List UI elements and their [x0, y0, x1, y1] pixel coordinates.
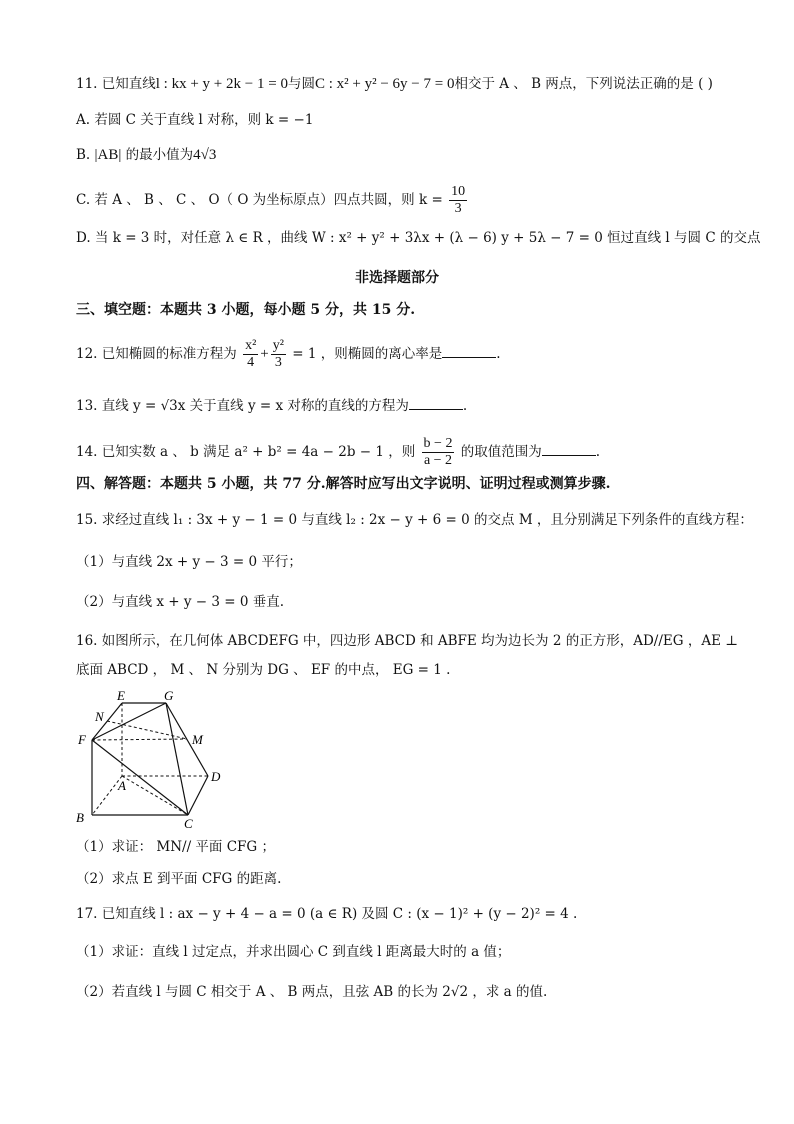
- q12-f2-den: 3: [274, 355, 282, 370]
- q11-stem-suffix: 相交于 A 、 B 两点，下列说法正确的是 ( ): [454, 76, 713, 92]
- q13-end: .: [462, 398, 468, 414]
- q12-fraction-y: [271, 338, 286, 371]
- q11-option-c: [76, 184, 469, 217]
- q12-end: .: [496, 346, 501, 362]
- label-m: M: [192, 732, 203, 747]
- label-f: F: [78, 732, 86, 747]
- q13: [76, 396, 467, 416]
- label-g: G: [164, 688, 174, 703]
- q12: [76, 338, 501, 371]
- q11-stem-prefix: 11. 已知直线: [76, 76, 156, 92]
- q11-line-equation: l : kx + y + 2k − 1 = 0: [155, 76, 288, 92]
- q11-stem: [76, 74, 713, 94]
- part4-heading: 四、解答题：本题共 5 小题，共 77 分.解答时应写出文字说明、证明过程或测算步骤.: [76, 476, 611, 492]
- q14-suffix: 的取值范围为: [460, 444, 542, 460]
- label-b: B: [76, 810, 84, 825]
- q12-suffix: = 1 ，则椭圆的离心率是: [292, 346, 443, 362]
- label-a: A: [118, 778, 126, 793]
- q14-answer-blank[interactable]: [542, 443, 596, 456]
- q14-num: b − 2: [423, 436, 453, 451]
- q16-line1: 16. 如图所示，在几何体 ABCDEFG 中，四边形 ABCD 和 ABFE 均为边长为 2 的正方形，AD//EG ，AE ⊥: [76, 633, 738, 649]
- q11-circle-equation: C : x² + y² − 6y − 7 = 0: [314, 76, 455, 92]
- label-c: C: [184, 816, 193, 830]
- q13-text: 13. 直线 y = √3x 关于直线 y = x 对称的直线的方程为: [76, 398, 409, 414]
- q14: [76, 436, 600, 469]
- q11-option-c-num: 10: [451, 184, 466, 199]
- q15-stem: 15. 求经过直线 l₁ : 3x + y − 1 = 0 与直线 l₂ : 2x − y + 6 = 0 的交点 M ，且分别满足下列条件的直线方程：: [76, 512, 753, 528]
- q11-option-b-text: 的最小值为: [125, 147, 194, 163]
- q11-option-b-prefix: B.: [76, 147, 91, 163]
- q11-option-b: [76, 145, 216, 165]
- q11-option-a: A. 若圆 C 关于直线 l 对称，则 k = −1: [76, 112, 314, 128]
- label-n: N: [95, 709, 104, 724]
- q12-fraction-x: [243, 338, 258, 371]
- q12-prefix: 12. 已知椭圆的标准方程为: [76, 346, 237, 362]
- q16-part1: （1）求证： MN// 平面 CFG ；: [76, 839, 275, 855]
- q12-f2-num: y²: [272, 338, 284, 353]
- q14-den: a − 2: [423, 453, 453, 468]
- q12-plus: +: [260, 346, 269, 362]
- q11-mid: 与圆: [287, 76, 315, 92]
- q14-prefix: 14. 已知实数 a 、 b 满足 a² + b² = 4a − 2b − 1 ，则: [76, 444, 416, 460]
- q11-option-d: D. 当 k = 3 时，对任意 λ ∈ R ，曲线 W : x² + y² + 3λx + (λ − 6) y + 5λ − 7 = 0 恒过直线 l 与圆 C 的交点: [76, 230, 761, 246]
- q11-option-c-den: 3: [454, 201, 462, 216]
- q14-end: .: [595, 444, 601, 460]
- q12-answer-blank[interactable]: [442, 345, 496, 358]
- q15-part2: （2）与直线 x + y − 3 = 0 垂直.: [76, 594, 285, 610]
- q11-option-b-abs: |AB|: [94, 147, 122, 163]
- q17-part2: （2）若直线 l 与圆 C 相交于 A 、 B 两点，且弦 AB 的长为 2√2 ，求 a 的值.: [76, 984, 548, 1000]
- part3-heading: 三、填空题：本题共 3 小题，每小题 5 分，共 15 分.: [76, 302, 416, 318]
- q12-f1-den: 4: [247, 355, 255, 370]
- label-d: D: [211, 769, 221, 784]
- q14-fraction: [422, 436, 455, 469]
- q15-part1: （1）与直线 2x + y − 3 = 0 平行；: [76, 554, 302, 570]
- q16-geometry-figure: [70, 684, 230, 830]
- q17-stem: 17. 已知直线 l : ax − y + 4 − a = 0 (a ∈ R) 及圆 C : (x − 1)² + (y − 2)² = 4 .: [76, 906, 578, 922]
- label-e: E: [117, 688, 125, 703]
- q13-answer-blank[interactable]: [409, 397, 463, 410]
- q16-line2: 底面 ABCD ， M 、 N 分别为 DG 、 EF 的中点， EG = 1 .: [76, 662, 451, 678]
- q11-option-b-value: 4√3: [193, 147, 217, 163]
- q17-part1: （1）求证：直线 l 过定点，并求出圆心 C 到直线 l 距离最大时的 a 值；: [76, 944, 511, 960]
- q11-option-c-fraction: [449, 184, 467, 217]
- q12-f1-num: x²: [245, 338, 257, 353]
- q11-option-c-text: C. 若 A 、 B 、 C 、 O（ O 为坐标原点）四点共圆，则 k =: [76, 192, 443, 208]
- q16-part2: （2）求点 E 到平面 CFG 的距离.: [76, 871, 282, 887]
- section-title: 非选择题部分: [355, 270, 439, 286]
